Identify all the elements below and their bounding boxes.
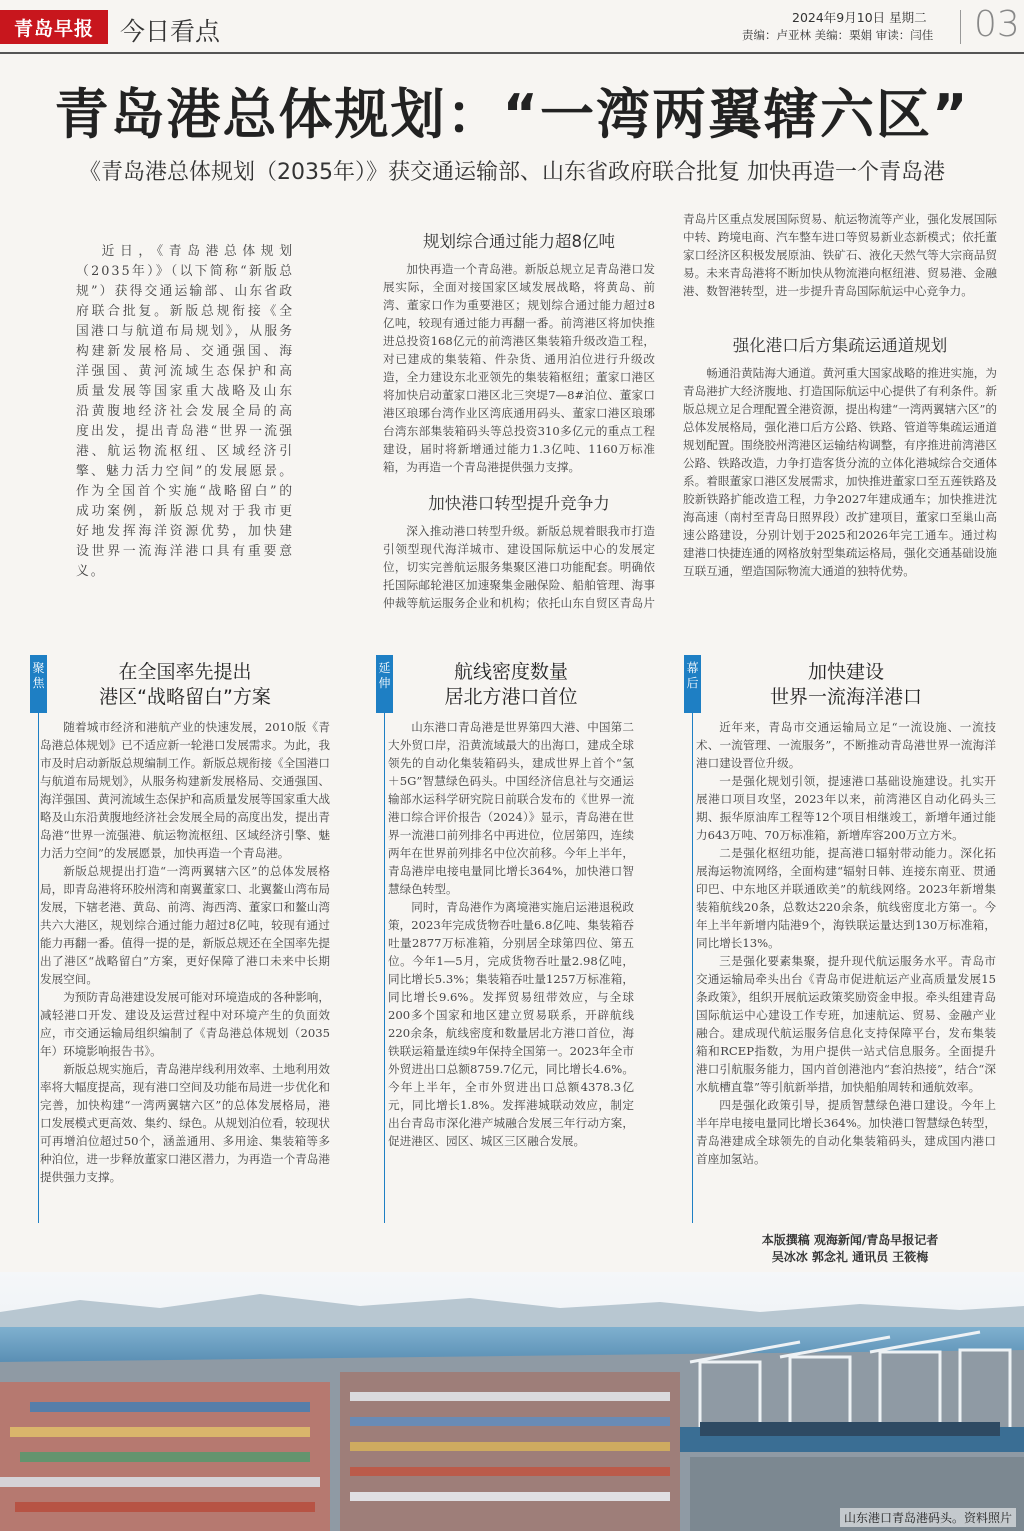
paragraph: 同时，青岛港作为离境港实施启运港退税政策，2023年完成货物吞吐量6.8亿吨、集装箱吞吐量2877万标准箱，分别居全球第四位、第五位。今年1—5月，完成货物吞吐量2.98亿吨，同比增长5.3%；集装箱吞吐量1257万标准箱，同比增长9.6%。发挥贸易纽带效应，与全球200多个国家和地区建立贸易联系，开辟航线220余条，航线密度和数量居北方港口首位，海铁联运箱量连续9年保持全国第一。2023年全市外贸进出口总额8759.7亿元，同比增长4.6%。今年上半年，全市外贸进出口总额4378.3亿元，同比增长1.8%。发挥港城联动效应，制定出台青岛市深化港产城融合发展三年行动方案，促进港区、园区、城区三区融合发展。: [388, 900, 634, 1148]
paragraph: 三是强化要素集聚，提升现代航运服务水平。青岛市交通运输局牵头出台《青岛市促进航运产业高质量发展15条政策》，组织开展航运政策奖励资金申报。牵头组建青岛国际航运中心建设工作专班，加速航运、贸易、金融产业融合。建成现代航运服务信息化支持保障平台，发布集装箱和RCEP指数，为用户提供一站式信息服务。全面提升港口引航服务能力，国内首创港池内“套泊热接”，结合“深水航槽直靠”等引航新举措，加快船舶周转和通航效率。: [696, 954, 996, 1094]
future-title-line2: 世界一流海洋港口: [769, 686, 922, 708]
future-title-line1: 加快建设: [807, 661, 884, 683]
paragraph: 新版总规提出打造“一湾两翼辖六区”的总体发展格局，即青岛港将环胶州湾和南翼董家口、北翼鳌山湾布局发展，下辖老港、黄岛、前湾、海西湾、董家口和鳌山湾共六大港区，规划综合通过能力超过8亿吨，较现有通过能力再翻一番。值得一提的是，新版总规还在全国率先提出了港区“战略留白”方案，更好保障了港口未来中长期发展空间。: [40, 864, 330, 986]
main-headline: 青岛港总体规划：“一湾两翼辖六区”: [54, 83, 970, 146]
tag-rule: [384, 713, 385, 1223]
byline-line1: 本版撰稿 观海新闻/青岛早报记者: [761, 1233, 939, 1247]
byline-line2: 吴冰冰 郭念礼 通讯员 王筱梅: [771, 1250, 929, 1264]
section-body-capacity: [383, 260, 655, 476]
paragraph: 四是强化政策引导，提质智慧绿色港口建设。今年上半年岸电接电量同比增长364%。加快港口智慧绿色转型，青岛港建成全球领先的自动化集装箱码头，建成国内港口首座加氢站。: [696, 1098, 996, 1166]
article-future: [696, 660, 996, 1168]
tag-rule: [38, 713, 39, 1223]
page-number-divider: [960, 10, 961, 44]
paragraph: 二是强化枢纽功能，提高港口辐射带动能力。深化拓展海运物流网络，全面构建“辐射日韩、连接东南亚、贯通印巴、中东地区并联通欧美”的航线网络。2023年新增集装箱航线20条，总数达220余条，航线密度北方第一。今年上半年新增内陆港9个，海铁联运量达到130万标准箱，同比增长13%。: [696, 846, 996, 950]
paragraph: 为预防青岛港建设发展可能对环境造成的各种影响，减轻港口开发、建设及运营过程中对环境产生的负面效应，市交通运输局组织编制了《青岛港总体规划（2035年）环境影响报告书》。: [40, 990, 330, 1058]
masthead-rule: [0, 52, 1024, 54]
photo-caption: 山东港口青岛港码头。资料照片: [840, 1508, 1016, 1527]
section-heading-transport: 强化港口后方集疏运通道规划: [732, 336, 948, 355]
masthead: [0, 0, 1024, 58]
lead-paragraph: 近日，《青岛港总体规划（2035年）》（以下简称“新版总规”）获得交通运输部、山东省政府联合批复。新版总规衔接《全国港口与航道布局规划》，从服务构建新发展格局、交通强国、海洋强国、黄河流域生态保护和高质量发展等国家重大战略及山东沿黄腹地经济社会发展全局的高度出发，提出青岛港“世界一流强港、航运物流枢纽、区域经济引擎、魅力活力空间”的发展愿景。作为全国首个实施“战略留白”的成功案例，新版总规对于我市更好地发挥海洋资源优势，加快建设世界一流海洋港口具有重要意义。: [76, 244, 294, 579]
port-photo: [0, 1272, 1024, 1531]
section-heading-transformation: 加快港口转型提升竞争力: [428, 494, 610, 513]
article-column-middle: [383, 228, 655, 610]
editors-credit: 责编：卢亚林 美编：栗娟 审读：闫佳: [742, 28, 934, 42]
sub-headline: 《青岛港总体规划（2035年）》获交通运输部、山东省政府联合批复 加快再造一个青岛港: [79, 160, 945, 185]
focus-title-line2: 港区“战略留白”方案: [99, 686, 271, 708]
paragraph: 深入推动港口转型升级。新版总规着眼我市打造引领型现代海洋城市、建设国际航运中心的发展定位，切实完善航运服务集聚区港口功能配套。明确依托国际邮轮港区加速聚集金融保险、船舶管理、海事仲裁等航运服务企业和机构；依托山东自贸区青岛片: [383, 524, 655, 610]
paragraph: 山东港口青岛港是世界第四大港、中国第二大外贸口岸，沿黄流域最大的出海口，建成全球领先的自动化集装箱码头，建成世界上首个“氢＋5G”智慧绿色码头。中国经济信息社与交通运输部水运科学研究院日前联合发布的《世界一流港口综合评价报告（2024）》显示，青岛港在世界一流港口前列排名中再进位，位居第四，连续两年在世界前列排名中位次前移。今年上半年，青岛港岸电接电量同比增长364%，加快港口智慧绿色转型。: [388, 720, 634, 896]
focus-title-line1: 在全国率先提出: [118, 661, 252, 683]
paragraph: 青岛片区重点发展国际贸易、航运物流等产业，强化发展国际中转、跨境电商、汽车整车进口等贸易新业态新模式；依托董家口经济区积极发展原油、铁矿石、液化天然气等大宗商品贸易。未来青岛港将不断加快从物流港向枢纽港、贸易港、金融港、数智港转型，进一步提升青岛国际航运中心竞争力。: [683, 212, 997, 298]
article-extend: [388, 660, 634, 1150]
article-focus: [40, 660, 330, 1186]
tag-focus: 聚焦: [30, 655, 47, 713]
section-body-transformation: [383, 522, 655, 610]
newspaper-logo: 青岛早报: [0, 10, 108, 44]
tag-rule: [692, 713, 693, 1223]
port-photo-illustration: [0, 1272, 1024, 1531]
continued-text: [683, 210, 997, 318]
paragraph: 加快再造一个青岛港。新版总规立足青岛港口发展实际，全面对接国家区域发展战略，将黄岛、前湾、董家口作为重要港区；规划综合通过能力超过8亿吨，较现有通过能力再翻一番。前湾港区将加快推进总投资168亿元的前湾港区集装箱升级改造工程，对已建成的集装箱、件杂货、通用泊位进行升级改造，全力建设东北亚领先的集装箱枢纽；董家口港区将加快启动董家口港区北三突堤7—8#泊位、董家口港区琅琊台湾作业区湾底通用码头、董家口港区琅琊台湾东部集装箱码头等总投资310多亿元的重点工程建设，届时将新增通过能力1.3亿吨、1160万标准箱，为再造一个青岛港提供强力支撑。: [383, 262, 655, 474]
paragraph: 近年来，青岛市交通运输局立足“一流设施、一流技术、一流管理、一流服务”，不断推动青岛港世界一流海洋港口建设晋位升级。: [696, 720, 996, 770]
paragraph: 一是强化规划引领，提速港口基础设施建设。扎实开展港口项目攻坚，2023年以来，前湾港区自动化码头三期、振华原油库工程等12个项目相继竣工，新增年通过能力643万吨、70万标准箱，新增库容200万立方米。: [696, 774, 996, 842]
tag-behind-scenes: 幕后: [684, 655, 701, 713]
container-yard: [0, 1372, 680, 1531]
paragraph: 畅通沿黄陆海大通道。黄河重大国家战略的推进实施，为青岛港扩大经济腹地、打造国际航运中心提供了有利条件。新版总规立足合理配置全港资源，提出构建“一湾两翼辖六区”的总体发展格局，强化港口后方公路、铁路、管道等集疏运通道规划配置。围绕胶州湾港区运输结构调整，有序推进前湾港区公路、铁路改造，力争打造客货分流的立体化港城综合交通体系。着眼董家口港区发展需求，加快推进董家口至五莲铁路及胶新铁路扩能改造工程，力争2027年建成通车；加快推进沈海高速（南村至青岛日照界段）改扩建项目，董家口至巢山高速公路建设，分别计划于2025和2026年完工通车。通过构建港口快捷连通的网格放射型集疏运格局，强化交通基础设施互联互通，塑造国际物流大通道的独特优势。: [683, 366, 997, 578]
extend-title-line2: 居北方港口首位: [444, 686, 578, 708]
tag-extend: 延伸: [376, 655, 393, 713]
extend-body: [388, 718, 634, 1150]
section-heading-capacity: 规划综合通过能力超8亿吨: [423, 232, 615, 251]
article-column-right: [683, 210, 997, 580]
byline: [740, 1232, 960, 1266]
extend-title-line1: 航线密度数量: [453, 661, 568, 683]
future-body: [696, 718, 996, 1168]
paragraph: 随着城市经济和港航产业的快速发展，2010版《青岛港总体规划》已不适应新一轮港口发展需求。为此，我市及时启动新版总规编制工作。新版总规衔接《全国港口与航道布局规划》，从服务构建新发展格局、交通强国、海洋强国、黄河流域生态保护和高质量发展等国家重大战略及山东沿黄腹地经济社会发展全局的高度出发，提出青岛港“世界一流强港、航运物流枢纽、区域经济引擎、魅力活力空间”的发展愿景，加快再造一个青岛港。: [40, 720, 330, 860]
issue-date: 2024年9月10日 星期二: [792, 10, 927, 25]
section-body-transport: [683, 364, 997, 580]
page-number: 03: [974, 4, 1020, 45]
focus-body: [40, 718, 330, 1186]
paragraph: 新版总规实施后，青岛港岸线利用效率、土地利用效率将大幅度提高，现有港口空间及功能布局进一步优化和完善，加快构建“一湾两翼辖六区”的总体发展格局，港口发展模式更高效、集约、绿色。从规划泊位看，较现状可再增泊位超过50个，涵盖通用、多用途、集装箱等多种泊位，进一步释放董家口港区潜力，为再造一个青岛港提供强力支撑。: [40, 1062, 330, 1184]
section-name: 今日看点: [120, 17, 221, 46]
